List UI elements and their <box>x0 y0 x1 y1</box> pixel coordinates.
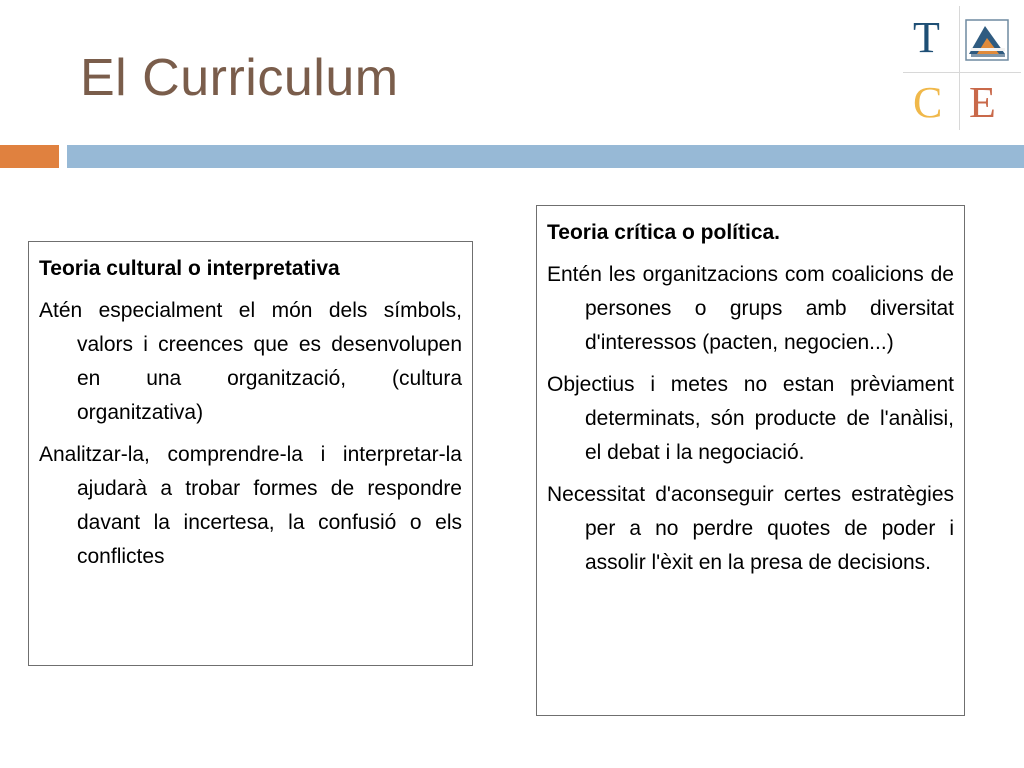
critical-theory-paragraph: Necessitat d'aconseguir certes estratègies per a no perdre quotes de poder i assolir l'èxit en la presa de decisions. <box>547 483 954 574</box>
logo-divider-horizontal <box>903 72 1021 73</box>
logo-letter-t: T <box>913 13 940 62</box>
logo-letter-c: C <box>913 78 943 127</box>
tce-logo <box>903 6 1021 130</box>
cultural-theory-paragraph: Analitzar-la, comprendre-la i interpretar-la ajudarà a trobar formes de respondre davant la incertesa, la confusió o els conflictes <box>39 443 462 568</box>
slide-title: El Curriculum <box>80 49 399 107</box>
accent-bar-blue <box>67 145 1024 168</box>
cultural-theory-box <box>28 241 473 666</box>
critical-theory-paragraph: Objectius i metes no estan prèviament determinats, són producte de l'anàlisi, el debat i la negociació. <box>547 373 954 464</box>
logo-letter-e: E <box>969 78 996 127</box>
logo-divider-vertical <box>959 6 960 130</box>
cultural-theory-heading: Teoria cultural o interpretativa <box>39 257 340 280</box>
critical-theory-heading: Teoria crítica o política. <box>547 221 781 244</box>
critical-theory-paragraph: Entén les organitzacions com coalicions de persones o grups amb diversitat d'interessos (pacten, negocien...) <box>547 263 954 354</box>
accent-bar-orange <box>0 145 59 168</box>
mountain-logo-icon <box>965 18 1009 62</box>
critical-theory-box <box>536 205 965 716</box>
cultural-theory-paragraph: Atén especialment el món dels símbols, valors i creences que es desenvolupen en una organització, (cultura organitzativa) <box>39 299 462 424</box>
